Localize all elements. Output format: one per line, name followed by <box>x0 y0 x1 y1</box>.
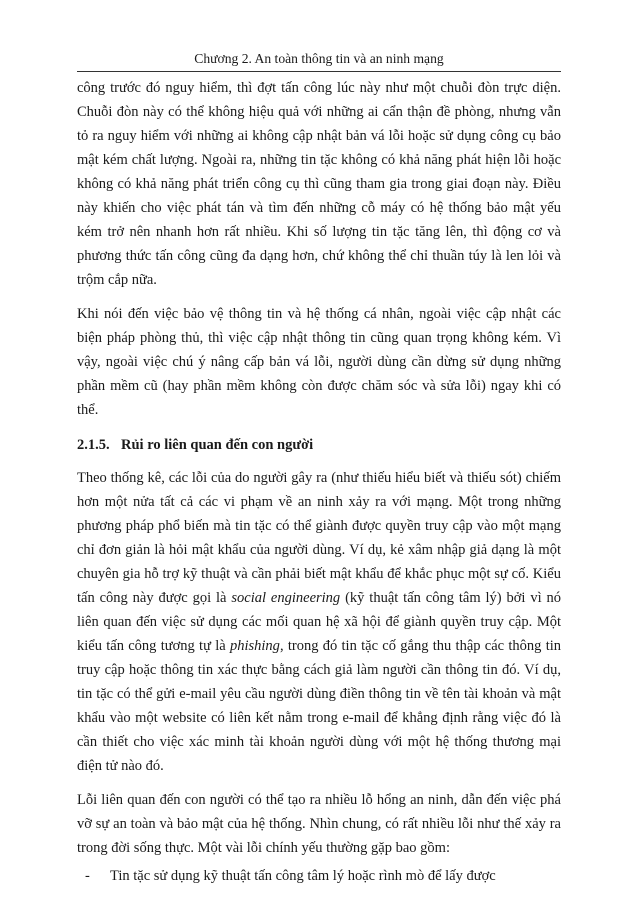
section-number: 2.1.5. <box>77 437 110 453</box>
term-phishing: phishing <box>229 638 280 654</box>
section-heading <box>77 434 561 456</box>
running-header: Chương 2. An toàn thông tin và an ninh mạng <box>194 51 444 66</box>
list-marker: - <box>85 868 90 884</box>
paragraph-text: , trong đó tin tặc cố gắng thu thập các thông tin truy cập hoặc thông tin xác thực bằng cách giả làm người cần thông tin đó. Ví dụ, tin tặc có thể gửi e-mail yêu cầu người dùng điền thông tin về tên tài khoản và mật khẩu vào một website có liên kết nằm trong e-mail để khẳng định rằng việc đó là cần thiết cho việc xác minh tài khoản người dùng với một hệ thống thương mại điện tử nào đó. <box>77 638 561 774</box>
paragraph-text: (kỹ thuật tấn công tâm lý) bởi vì nó liên quan đến việc sử dụng các mối quan hệ xã hội để giành quyền truy cập. Một kiểu tấn công tương tự là <box>77 590 561 654</box>
list-item <box>77 864 561 888</box>
paragraph-human-risk <box>77 466 561 778</box>
term-social-engineering: social engineering <box>231 590 341 606</box>
paragraph-text: Theo thống kê, các lỗi của do người gây ra (như thiếu hiểu biết và thiếu sót) chiếm hơn một nửa tất cả các vi phạm về an ninh xảy ra với mạng. Một trong những phương pháp phổ biến mà tin tặc có thể giành được quyền truy cập vào một mạng chỉ đơn giản là hỏi mật khẩu của người dùng. Ví dụ, kẻ xâm nhập giả dạng là một chuyên gia hỗ trợ kỹ thuật và cần phải biết mật khẩu để khắc phục một sự cố. Kiểu tấn công này được gọi là <box>77 470 561 606</box>
paragraph-protection-updates: Khi nói đến việc bảo vệ thông tin và hệ thống cá nhân, ngoài việc cập nhật các biện pháp phòng thủ, thì việc cập nhật thông tin cũng quan trọng không kém. Vì vậy, ngoài việc chú ý nâng cấp bản vá lỗi, người dùng cần dừng sử dụng những phần mềm cũ (hay phần mềm không còn được chăm sóc và sửa lỗi) ngay khi có thể. <box>77 306 561 418</box>
section-title: Rủi ro liên quan đến con người <box>121 437 314 453</box>
list-item-text: Tin tặc sử dụng kỹ thuật tấn công tâm lý hoặc rình mò để lấy được <box>110 868 496 884</box>
header-divider <box>77 71 561 72</box>
paragraph-attack-chain: công trước đó nguy hiểm, thì đợt tấn công lúc này như một chuỗi đòn trực diện. Chuỗi đòn này có thể không hiệu quả với những ai cẩn thận đề phòng, nhưng vẫn tỏ ra nguy hiểm với những ai không cập nhật bản vá lỗi hoặc sử dụng công cụ bảo mật kém chất lượng. Ngoài ra, những tin tặc không có khả năng phát hiện lỗi hoặc không có khả năng phát triển công cụ thì cũng tham gia trong giai đoạn này. Điều này khiến cho việc phát tán và tìm đến những cỗ máy có hệ thống bảo mật yếu kém trở nên nhanh hơn rất nhiều. Khi số lượng tin tặc tăng lên, thì động cơ và phương thức tấn công cũng đa dạng hơn, chứ không thể chỉ thuần túy là len lỏi và trộm cắp nữa. <box>77 80 561 288</box>
paragraph-human-errors: Lỗi liên quan đến con người có thể tạo ra nhiều lỗ hổng an ninh, dẫn đến việc phá vỡ sự an toàn và bảo mật của hệ thống. Nhìn chung, có rất nhiều lỗi như thế xảy ra trong đời sống thực. Một vài lỗi chính yếu thường gặp bao gồm: <box>77 792 561 856</box>
page-body <box>77 76 561 888</box>
error-list <box>77 864 561 888</box>
